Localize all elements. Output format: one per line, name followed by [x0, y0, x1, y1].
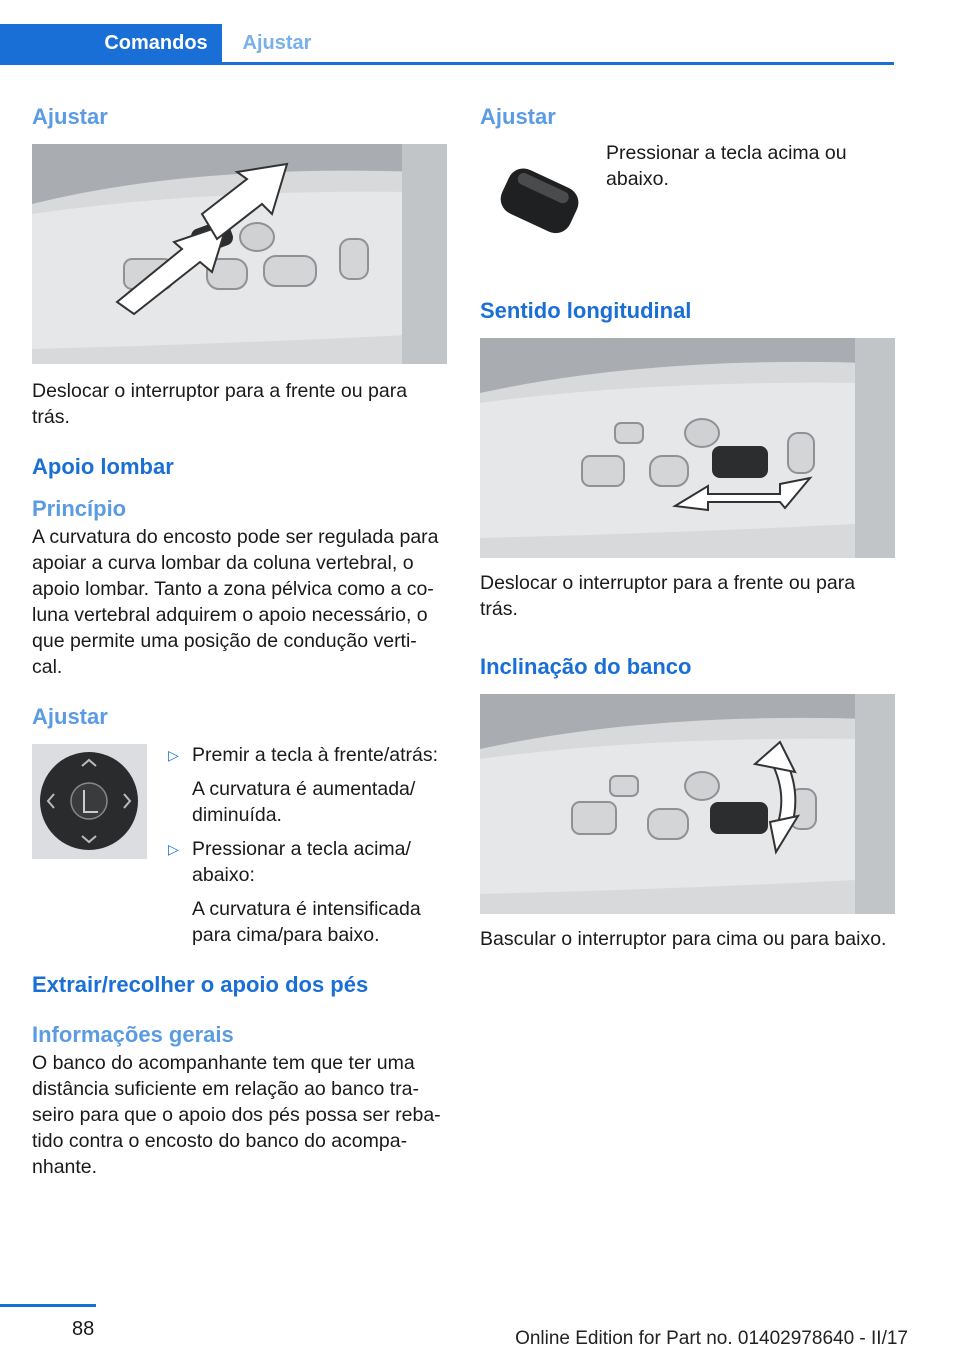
- info-text: O banco do acompanhante tem que ter uma distância suficiente em relação ao banco tra‐seiro para que o apoio dos pés possa ser reba‐tido contra o encosto do banco do acompa‐nhante.: [32, 1052, 441, 1178]
- caption-inclinacao: Bascular o interruptor para cima ou para baixo.: [480, 928, 887, 950]
- heading-inclinacao: Inclinação do banco: [480, 654, 692, 679]
- tab-ajustar[interactable]: Ajustar: [242, 32, 312, 54]
- heading-ajustar-right: Ajustar: [480, 104, 556, 129]
- lumbar-bullet-list: [160, 742, 450, 948]
- triangle-right-icon: ▷: [168, 841, 179, 857]
- seat-switch-tilt-figure: [32, 144, 447, 364]
- ajustar-right-text: Pressionar a tecla acima ou abaixo.: [606, 142, 847, 190]
- tab-comandos[interactable]: Comandos: [0, 24, 222, 62]
- heading-sentido-longitudinal: Sentido longitudinal: [480, 298, 692, 323]
- heading-apoio-lombar: Apoio lombar: [32, 454, 174, 479]
- seat-switch-tilt-figure-2: [480, 694, 895, 914]
- caption-ajustar-1: Deslocar o interruptor para a frente ou para trás.: [32, 380, 408, 428]
- list-item: ▷ Pressionar a tecla acima/ abaixo: A curvatura é intensificada para cima/para baixo.: [168, 838, 421, 946]
- lumbar-support-knob-icon: [32, 744, 147, 859]
- heading-ajustar-2: Ajustar: [32, 704, 108, 729]
- ajustar-right-block: [480, 140, 895, 260]
- heading-ajustar-1: Ajustar: [32, 104, 108, 129]
- triangle-right-icon: ▷: [168, 747, 179, 763]
- right-column: [480, 100, 895, 952]
- page-number: 88: [72, 1318, 95, 1340]
- lumbar-switch-icon: [480, 142, 595, 257]
- header-tabs: [0, 24, 894, 65]
- edition-note: Online Edition for Part no. 01402978640 - II/17: [515, 1328, 908, 1349]
- caption-sentido: Deslocar o interruptor para a frente ou para trás.: [480, 572, 856, 620]
- lumbar-adjust-block: [32, 742, 447, 946]
- heading-principio: Princípio: [32, 496, 127, 521]
- heading-extrair: Extrair/recolher o apoio dos pés: [32, 972, 369, 997]
- heading-informacoes-gerais: Informações gerais: [32, 1022, 234, 1047]
- principio-text: A curvatura do encosto pode ser regulada para apoiar a curva lombar da coluna vertebral, o apoio lombar. Tanto a zona pélvica como a co‐luna vertebral adquirem o apoio necessário, o que permite uma posição de condução verti‐cal.: [32, 526, 439, 678]
- seat-switch-longitudinal-figure: [480, 338, 895, 558]
- footer-rule: [0, 1304, 96, 1307]
- list-item: ▷ Premir a tecla à frente/atrás: A curvatura é aumentada/ diminuída.: [168, 744, 439, 826]
- left-column: [32, 100, 447, 1180]
